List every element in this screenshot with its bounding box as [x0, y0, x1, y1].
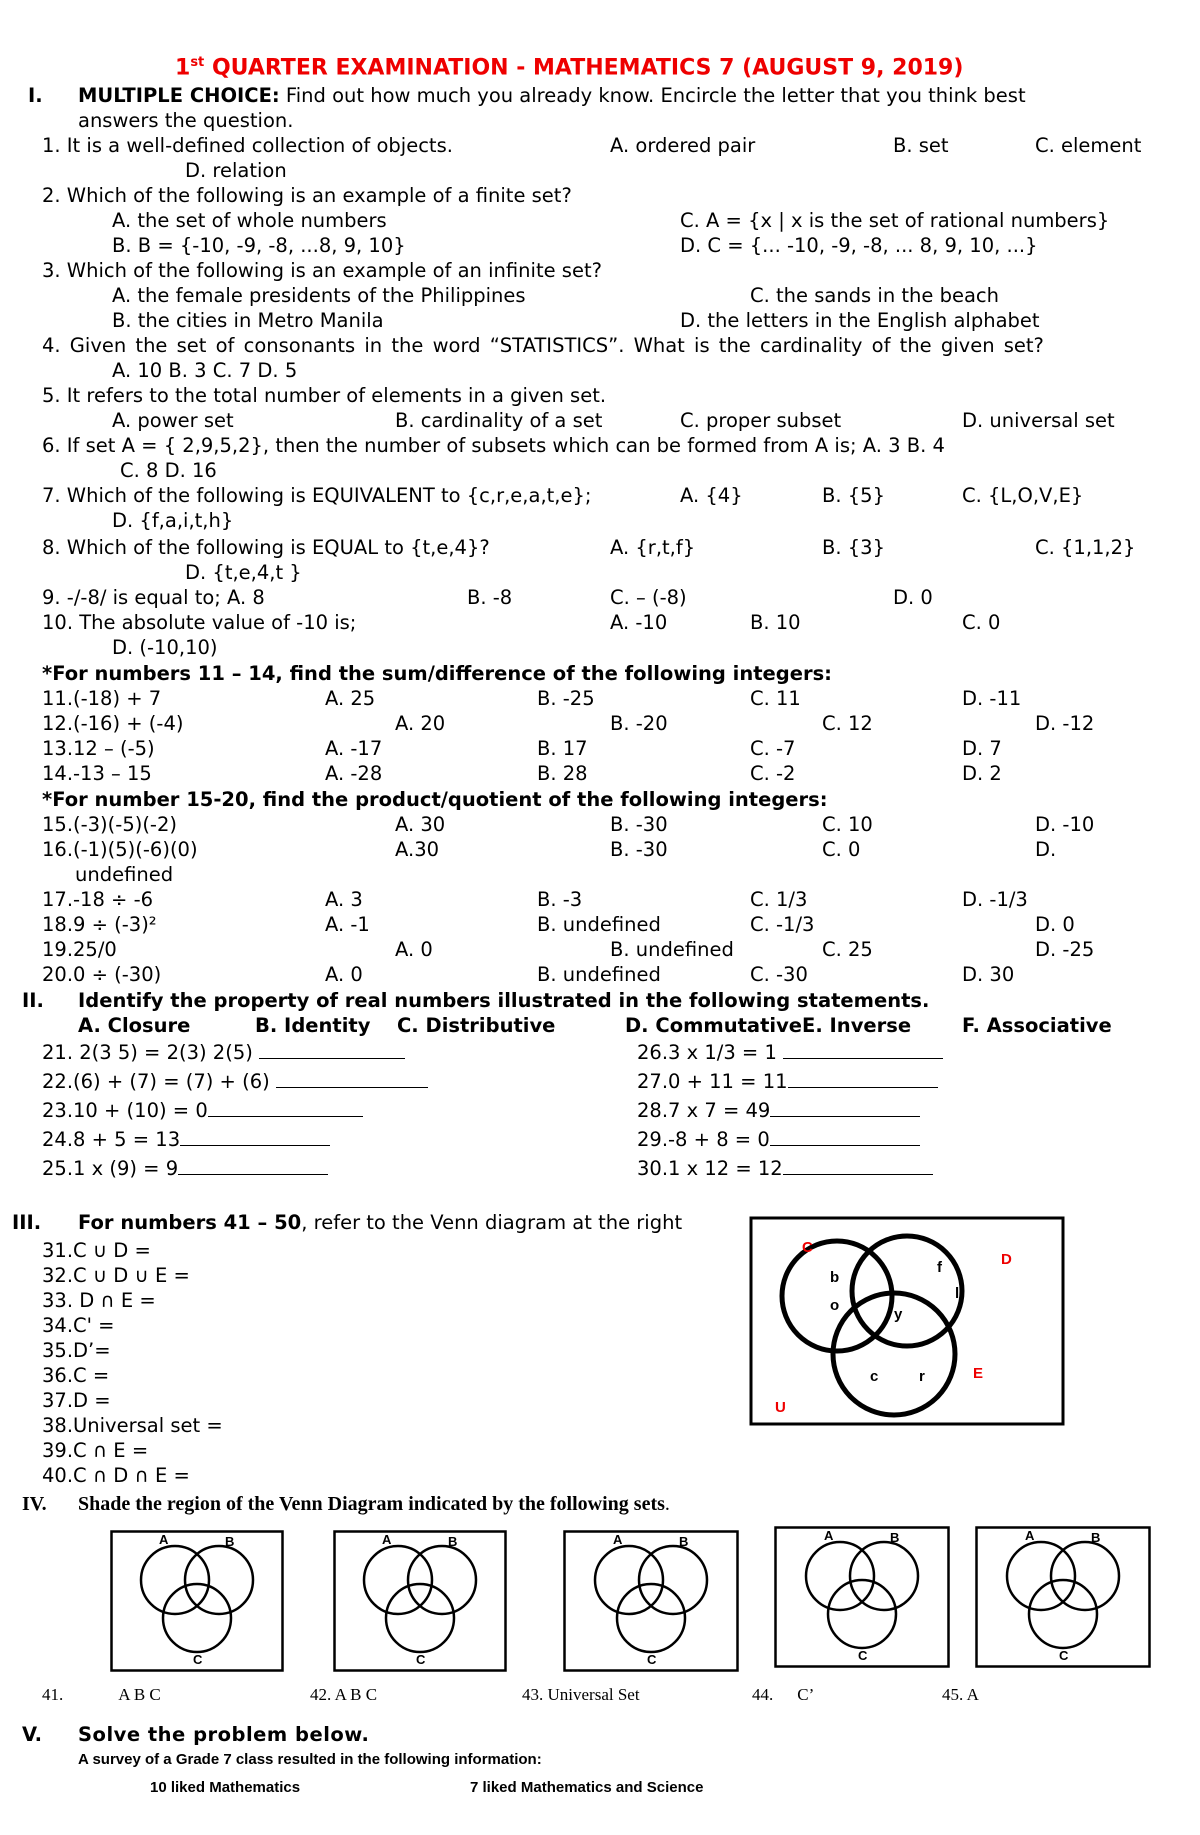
- label-b: B: [1091, 1530, 1101, 1545]
- q7-c: C. {L,O,V,E}: [962, 484, 1084, 507]
- q3-stem: 3. Which of the following is an example of an infinite set?: [42, 259, 602, 282]
- q17-stem: 17.-18 ÷ -6: [42, 888, 154, 911]
- prop-a: A. Closure: [78, 1014, 191, 1037]
- q23: [42, 1100, 363, 1121]
- shade-box: [776, 1528, 949, 1667]
- q6-cont: C. 8 D. 16: [120, 459, 217, 482]
- shade-box: [977, 1528, 1150, 1667]
- element-y: y: [894, 1306, 903, 1323]
- q5-a: A. power set: [112, 409, 234, 432]
- q21: [42, 1042, 405, 1063]
- q27-blank[interactable]: [788, 1071, 938, 1088]
- q8-stem: 8. Which of the following is EQUAL to {t,e,4}?: [42, 536, 490, 559]
- venn-item-32: 32.C ∪ D ∪ E =: [42, 1264, 190, 1287]
- q12-d: D. -12: [1035, 712, 1095, 735]
- q16-b: B. -30: [610, 838, 668, 861]
- q7-stem: 7. Which of the following is EQUIVALENT to {c,r,e,a,t,e};: [42, 484, 592, 507]
- q15-a: A. 30: [395, 813, 446, 836]
- shade-43: [522, 1686, 640, 1705]
- shade-box: [565, 1532, 738, 1671]
- q13-a: A. -17: [325, 737, 383, 760]
- q14-c: C. -2: [750, 762, 796, 785]
- q8-c: C. {1,1,2}: [1035, 536, 1136, 559]
- part5-heading: Solve the problem below.: [78, 1723, 370, 1746]
- shade-42-label: A B C: [334, 1685, 378, 1704]
- venn-item-34: 34.C' =: [42, 1314, 115, 1337]
- q25-blank[interactable]: [178, 1158, 328, 1175]
- label-u: U: [775, 1399, 786, 1416]
- q18-a: A. -1: [325, 913, 370, 936]
- q30-blank[interactable]: [783, 1158, 933, 1175]
- shade-venn-43[interactable]: [563, 1530, 739, 1672]
- q5-d: D. universal set: [962, 409, 1115, 432]
- label-a: A: [613, 1532, 623, 1547]
- q18-b: B. undefined: [537, 913, 661, 936]
- q4-opts: A. 10 B. 3 C. 7 D. 5: [112, 359, 298, 382]
- part4-head: Shade the region of the Venn Diagram indicated by the following sets: [78, 1493, 665, 1515]
- q7-b: B. {5}: [822, 484, 885, 507]
- q23-blank[interactable]: [208, 1100, 363, 1117]
- q7-d: D. {f,a,i,t,h}: [112, 509, 234, 532]
- shade-41: [42, 1686, 161, 1705]
- q12-c: C. 12: [822, 712, 873, 735]
- shade-45-label: A: [966, 1685, 979, 1704]
- element-r: r: [919, 1368, 925, 1385]
- part4-dot: .: [664, 1493, 670, 1515]
- q5-stem: 5. It refers to the total number of elements in a given set.: [42, 384, 607, 407]
- q10-stem: 10. The absolute value of -10 is;: [42, 611, 357, 634]
- label-a: A: [159, 1532, 169, 1547]
- q30: [637, 1158, 933, 1179]
- part4-roman: IV.: [22, 1493, 47, 1515]
- heading-15-20: *For number 15-20, find the product/quotient of the following integers:: [42, 788, 828, 811]
- q10-a: A. -10: [610, 611, 668, 634]
- q24-blank[interactable]: [180, 1129, 330, 1146]
- q27-text: 27.0 + 11 = 11: [637, 1070, 788, 1093]
- shade-venn-42[interactable]: [333, 1530, 507, 1672]
- shade-44-num: 44.: [752, 1685, 774, 1704]
- page-title: 1st QUARTER EXAMINATION - MATHEMATICS 7 (AUGUST 9, 2019): [175, 55, 964, 81]
- q16-stem: 16.(-1)(5)(-6)(0): [42, 838, 198, 861]
- q21-blank[interactable]: [259, 1042, 405, 1059]
- q1-c: C. element: [1035, 134, 1142, 157]
- shade-44: [752, 1686, 814, 1705]
- q26: [637, 1042, 943, 1063]
- q18-stem: 18.9 ÷ (-3)²: [42, 913, 157, 936]
- q13-d: D. 7: [962, 737, 1002, 760]
- venn-item-35: 35.D’=: [42, 1339, 111, 1362]
- q14-d: D. 2: [962, 762, 1002, 785]
- q20-c: C. -30: [750, 963, 808, 986]
- q9-d: D. 0: [893, 586, 933, 609]
- label-c: C: [858, 1648, 868, 1663]
- q17-a: A. 3: [325, 888, 363, 911]
- shade-43-label: Universal Set: [547, 1685, 640, 1704]
- shade-44-label: C’: [797, 1685, 815, 1704]
- label-d: D: [1001, 1251, 1012, 1268]
- venn-item-36: 36.C =: [42, 1364, 110, 1387]
- q19-stem: 19.25/0: [42, 938, 117, 961]
- q14-stem: 14.-13 – 15: [42, 762, 152, 785]
- element-o: o: [830, 1297, 840, 1314]
- q24-text: 24.8 + 5 = 13: [42, 1128, 181, 1151]
- shade-45-num: 45.: [942, 1685, 964, 1704]
- q13-b: B. 17: [537, 737, 588, 760]
- venn-item-37: 37.D =: [42, 1389, 111, 1412]
- q15-c: C. 10: [822, 813, 873, 836]
- q28-text: 28.7 x 7 = 49: [637, 1099, 771, 1122]
- q2-d: D. C = {... -10, -9, -8, ... 8, 9, 10, ...}: [680, 234, 1038, 257]
- shade-venn-41[interactable]: [110, 1530, 284, 1672]
- q12-a: A. 20: [395, 712, 446, 735]
- q21-text: 21. 2(3 5) = 2(3) 2(5): [42, 1041, 253, 1064]
- q25-text: 25.1 x (9) = 9: [42, 1157, 179, 1180]
- q11-c: C. 11: [750, 687, 801, 710]
- venn-item-39: 39.C ∩ E =: [42, 1439, 149, 1462]
- element-c: c: [870, 1368, 879, 1385]
- q19-d: D. -25: [1035, 938, 1095, 961]
- q16-d2: undefined: [75, 863, 174, 886]
- q3-a: A. the female presidents of the Philippines: [112, 284, 526, 307]
- q22: [42, 1071, 428, 1092]
- q3-c: C. the sands in the beach: [750, 284, 999, 307]
- q25: [42, 1158, 328, 1179]
- venn-item-33: 33. D ∩ E =: [42, 1289, 156, 1312]
- part2-heading: Identify the property of real numbers illustrated in the following statements.: [78, 989, 930, 1012]
- part3-roman: III.: [12, 1211, 42, 1234]
- q9-c: C. – (-8): [610, 586, 687, 609]
- label-b: B: [225, 1534, 235, 1549]
- q22-blank[interactable]: [276, 1071, 428, 1088]
- q28-blank[interactable]: [770, 1100, 920, 1117]
- venn-item-40: 40.C ∩ D ∩ E =: [42, 1464, 190, 1487]
- label-b: B: [890, 1530, 900, 1545]
- shade-43-num: 43.: [522, 1685, 544, 1704]
- q20-stem: 20.0 ÷ (-30): [42, 963, 162, 986]
- q26-text: 26.3 x 1/3 = 1: [637, 1041, 777, 1064]
- q19-b: B. undefined: [610, 938, 734, 961]
- part4-heading: [78, 1493, 670, 1515]
- q2-c: C. A = {x | x is the set of rational numbers}: [680, 209, 1110, 232]
- q11-a: A. 25: [325, 687, 376, 710]
- label-c: C: [193, 1652, 203, 1667]
- q29-text: 29.-8 + 8 = 0: [637, 1128, 770, 1151]
- q20-a: A. 0: [325, 963, 363, 986]
- q15-d: D. -10: [1035, 813, 1095, 836]
- q11-stem: 11.(-18) + 7: [42, 687, 162, 710]
- q9-stem: 9. -/-8/ is equal to; A. 8: [42, 586, 265, 609]
- q12-stem: 12.(-16) + (-4): [42, 712, 184, 735]
- survey-intro: A survey of a Grade 7 class resulted in the following information:: [78, 1751, 542, 1768]
- q1-d: D. relation: [185, 159, 287, 182]
- q28: [637, 1100, 920, 1121]
- q1-b: B. set: [893, 134, 949, 157]
- shade-venn-45[interactable]: [975, 1526, 1151, 1668]
- part2-roman: II.: [22, 989, 44, 1012]
- q6-stem: 6. If set A = { 2,9,5,2}, then the number of subsets which can be formed from A is; A. 3 B. 4: [42, 434, 945, 457]
- part3-instr: , refer to the Venn diagram at the right: [301, 1211, 683, 1234]
- label-c: C: [1059, 1648, 1069, 1663]
- q17-d: D. -1/3: [962, 888, 1028, 911]
- label-b: B: [679, 1534, 689, 1549]
- venn-diagram-cde: [749, 1216, 1065, 1426]
- shade-45: [942, 1686, 979, 1705]
- q18-c: C. -1/3: [750, 913, 815, 936]
- q10-b: B. 10: [750, 611, 801, 634]
- label-c: C: [802, 1239, 813, 1256]
- prop-f: F. Associative: [962, 1014, 1112, 1037]
- q2-a: A. the set of whole numbers: [112, 209, 387, 232]
- shade-42: [310, 1686, 377, 1705]
- shade-42-num: 42.: [310, 1685, 332, 1704]
- q3-d: D. the letters in the English alphabet: [680, 309, 1040, 332]
- part3-heading: [78, 1212, 682, 1233]
- prop-c: C. Distributive: [397, 1014, 556, 1037]
- q1-stem: 1. It is a well-defined collection of objects.: [42, 134, 453, 157]
- venn-item-38: 38.Universal set =: [42, 1414, 223, 1437]
- q29: [637, 1129, 920, 1150]
- part1-instr: Find out how much you already know. Encircle the letter that you think best: [285, 84, 1026, 107]
- q11-d: D. -11: [962, 687, 1022, 710]
- heading-11-14: *For numbers 11 – 14, find the sum/difference of the following integers:: [42, 662, 832, 685]
- part1-heading: [78, 85, 1026, 106]
- survey-item-1: 10 liked Mathematics: [150, 1779, 301, 1796]
- q17-c: C. 1/3: [750, 888, 808, 911]
- label-c: C: [647, 1652, 657, 1667]
- part5-roman: V.: [22, 1723, 42, 1746]
- q10-d: D. (-10,10): [112, 636, 218, 659]
- q10-c: C. 0: [962, 611, 1001, 634]
- q15-b: B. -30: [610, 813, 668, 836]
- q8-b: B. {3}: [822, 536, 885, 559]
- label-a: A: [382, 1532, 392, 1547]
- shade-venn-44[interactable]: [774, 1526, 950, 1668]
- shade-box: [335, 1532, 506, 1671]
- part3-head: For numbers 41 – 50: [78, 1211, 302, 1234]
- element-b: b: [830, 1269, 840, 1286]
- q3-b: B. the cities in Metro Manila: [112, 309, 384, 332]
- q19-a: A. 0: [395, 938, 433, 961]
- q27: [637, 1071, 938, 1092]
- q5-c: C. proper subset: [680, 409, 842, 432]
- universal-box: [751, 1218, 1063, 1424]
- title-sup: st: [190, 55, 205, 70]
- prop-b: B. Identity: [255, 1014, 371, 1037]
- q5-b: B. cardinality of a set: [395, 409, 603, 432]
- q2-b: B. B = {-10, -9, -8, ...8, 9, 10}: [112, 234, 406, 257]
- q16-d: D.: [1035, 838, 1057, 861]
- q19-c: C. 25: [822, 938, 873, 961]
- survey-item-2: 7 liked Mathematics and Science: [470, 1779, 704, 1796]
- q11-b: B. -25: [537, 687, 595, 710]
- label-c: C: [416, 1652, 426, 1667]
- q22-text: 22.(6) + (7) = (7) + (6): [42, 1070, 270, 1093]
- q12-b: B. -20: [610, 712, 668, 735]
- q8-a: A. {r,t,f}: [610, 536, 696, 559]
- q30-text: 30.1 x 12 = 12: [637, 1157, 783, 1180]
- q20-d: D. 30: [962, 963, 1015, 986]
- part1-head: MULTIPLE CHOICE:: [78, 84, 280, 107]
- q1-a: A. ordered pair: [610, 134, 756, 157]
- title-text: QUARTER EXAMINATION - MATHEMATICS 7 (AUGUST 9, 2019): [211, 55, 964, 81]
- q9-b: B. -8: [467, 586, 513, 609]
- q13-c: C. -7: [750, 737, 796, 760]
- part1-roman: I.: [28, 84, 43, 107]
- element-l: l: [955, 1285, 960, 1302]
- label-e: E: [973, 1365, 984, 1382]
- q14-b: B. 28: [537, 762, 588, 785]
- q15-stem: 15.(-3)(-5)(-2): [42, 813, 177, 836]
- q2-stem: 2. Which of the following is an example of a finite set?: [42, 184, 572, 207]
- prop-d-e: D. CommutativeE. Inverse: [625, 1014, 912, 1037]
- shade-41-num: 41.: [42, 1685, 64, 1704]
- q4-stem: 4. Given the set of consonants in the word “STATISTICS”. What is the cardinality of the given set?: [42, 334, 1044, 357]
- q24: [42, 1129, 330, 1150]
- q14-a: A. -28: [325, 762, 383, 785]
- q18-d: D. 0: [1035, 913, 1075, 936]
- q23-text: 23.10 + (10) = 0: [42, 1099, 208, 1122]
- shade-box: [112, 1532, 283, 1671]
- q8-d: D. {t,e,4,t }: [185, 561, 302, 584]
- label-a: A: [824, 1528, 834, 1543]
- q26-blank[interactable]: [783, 1042, 943, 1059]
- label-a: A: [1025, 1528, 1035, 1543]
- q13-stem: 13.12 – (-5): [42, 737, 155, 760]
- q17-b: B. -3: [537, 888, 583, 911]
- q29-blank[interactable]: [770, 1129, 920, 1146]
- label-b: B: [448, 1534, 458, 1549]
- element-f: f: [937, 1259, 942, 1276]
- part1-instr2: answers the question.: [78, 109, 294, 132]
- shade-41-label: A B C: [118, 1685, 161, 1704]
- q20-b: B. undefined: [537, 963, 661, 986]
- q16-a: A.30: [395, 838, 440, 861]
- venn-item-31: 31.C ∪ D =: [42, 1239, 151, 1262]
- q7-a: A. {4}: [680, 484, 743, 507]
- q16-c: C. 0: [822, 838, 861, 861]
